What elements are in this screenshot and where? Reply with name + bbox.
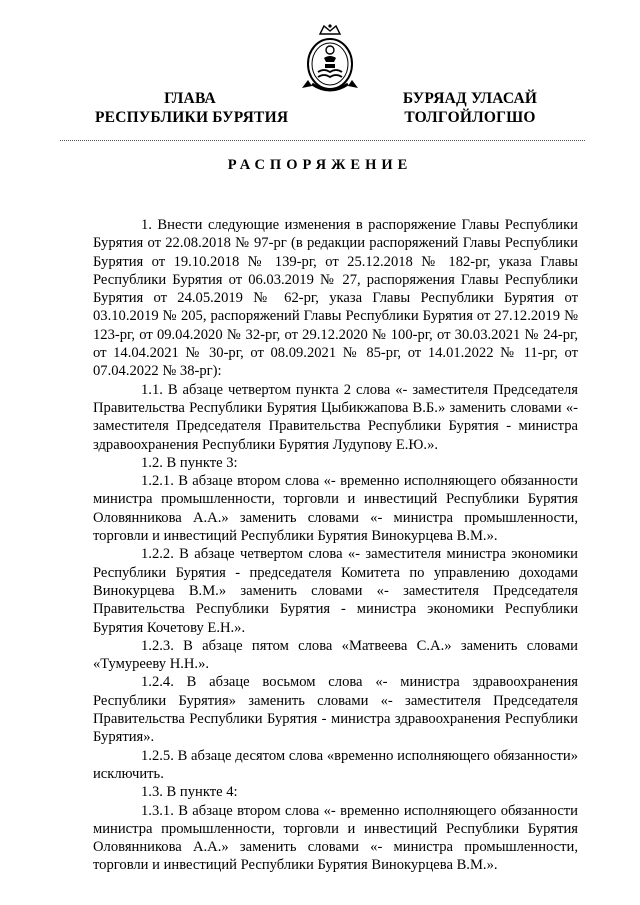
issuer-line-2: РЕСПУБЛИКИ БУРЯТИЯ <box>95 109 289 126</box>
issuer-title-buryat <box>390 89 550 127</box>
coat-of-arms-icon <box>298 22 362 96</box>
paragraph-1-2-5: 1.2.5. В абзаце десятом слова «временно исполняющего обязанности» исключить. <box>93 747 578 782</box>
document-title: РАСПОРЯЖЕНИЕ <box>227 157 413 173</box>
document-body <box>93 216 578 875</box>
issuer-buryat-line-1: БУРЯАД УЛАСАЙ <box>402 90 538 107</box>
issuer-buryat-line-2: ТОЛГОЙЛОГШО <box>404 109 536 126</box>
paragraph-1-1: 1.1. В абзаце четвертом пункта 2 слова «- заместителя Председателя Правительства Республики Бурятия Цыбикжапова В.Б.» заменить словами «- заместителя Председателя Правительства Республики Бурятия - министра здравоохранения Республики Бурятия Лудупову Е.Ю.». <box>93 381 578 453</box>
paragraph-1-3: 1.3. В пункте 4: <box>141 784 238 801</box>
paragraph-1-2-1: 1.2.1. В абзаце втором слова «- временно исполняющего обязанности министра промышленности, торговли и инвестиций Республики Бурятия Оловянникова А.А.» заменить словами «- министра промышленности, торговли и инвестиций Республики Бурятия Винокурцева В.М.». <box>93 473 578 545</box>
paragraph-1-2: 1.2. В пункте 3: <box>141 454 238 471</box>
header-divider <box>60 140 585 141</box>
paragraph-1-3-1: 1.3.1. В абзаце втором слова «- временно исполняющего обязанности министра промышленности, торговли и инвестиций Республики Бурятия Оловянникова А.А.» заменить словами «- министра промышленности, торговли и инвестиций Республики Бурятия Винокурцева В.М.». <box>93 802 578 874</box>
paragraph-1-2-3: 1.2.3. В абзаце пятом слова «Матвеева С.А.» заменить словами «Тумурееву Н.Н.». <box>93 637 578 673</box>
issuer-title-russian <box>95 89 289 127</box>
issuer-line-1: ГЛАВА <box>164 90 216 107</box>
paragraph-1-2-2: 1.2.2. В абзаце четвертом слова «- заместителя министра экономики Республики Бурятия - председателя Комитета по управлению доходами Винокурцева В.М.» заменить словами «- заместителя Председателя Правительства Республики Бурятия - министра экономики Республики Бурятия Кочетову Е.Н.». <box>93 546 578 636</box>
paragraph-1: 1. Внести следующие изменения в распоряжение Главы Республики Бурятия от 22.08.2018 № 97-рг (в редакции распоряжений Главы Республики Бурятия от 19.10.2018 № 139-рг, от 25.12.2018 № 182-рг, указа Главы Республики Бурятия от 06.03.2019 № 27, распоряжения Главы Республики Бурятия от 24.05.2019 № 62-рг, указа Главы Республики Бурятия от 03.10.2019 № 205, распоряжений Главы Республики Бурятия от 27.12.2019 № 123-рг, от 09.04.2020 № 32-рг, от 29.12.2020 № 100-рг, от 30.03.2021 № 24-рг, от 14.04.2021 № 30-рг, от 08.09.2021 № 85-рг, от 14.01.2022 № 11-рг, от 07.04.2022 № 38-рг): <box>93 217 578 380</box>
paragraph-1-2-4: 1.2.4. В абзаце восьмом слова «- министра здравоохранения Республики Бурятия» заменить словами «- заместителя Председателя Правительства Республики Бурятия - министра здравоохранения Республики Бурятия». <box>93 674 578 746</box>
